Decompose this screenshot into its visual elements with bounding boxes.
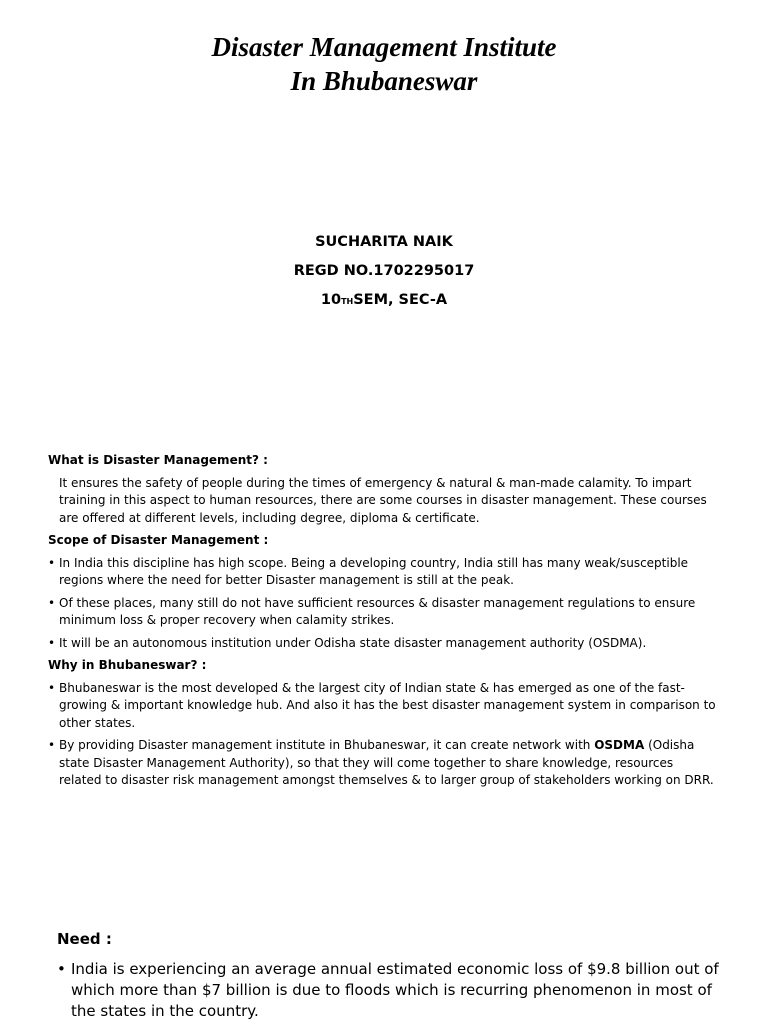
scope-item: • In India this discipline has high scope. Being a developing country, India still has many weak/susceptible regions where the need for better Disaster management is still at the peak. [48,555,718,590]
why-item [48,737,718,790]
semester-number: 10 [320,292,342,308]
scope-heading: Scope of Disaster Management : [48,533,269,547]
need-section [57,929,737,1027]
what-heading: What is Disaster Management? : [48,453,268,467]
title-line-1: Disaster Management Institute [211,32,557,62]
need-item: • India is experiencing an average annual estimated economic loss of $9.8 billion out of which more than $7 billion is due to floods which is recurring phenomenon in most of the states in the country. [57,959,737,1022]
why-heading: Why in Bhubaneswar? : [48,658,207,672]
scope-item: • Of these places, many still do not have sufficient resources & disaster management regulations to ensure minimum loss & proper recovery when calamity strikes. [48,595,718,630]
why-item-text: By providing Disaster management institute in Bhubaneswar, it can create network with [59,738,595,752]
why-item-text: (Odisha state Disaster Management Authority), so that they will come together to share knowledge, resources related to disaster risk management amongst themselves & to larger group of stakeholders working on DRR. [59,738,714,787]
semester-section [0,286,768,316]
why-item: • Bhubaneswar is the most developed & the largest city of Indian state & has emerged as one of the fast-growing & important knowledge hub. And also it has the best disaster management system in comparison to other states. [48,680,718,733]
osdma-bold: OSDMA [594,738,645,752]
scope-list [48,555,718,653]
document-body [48,452,718,795]
author-name: SUCHARITA NAIK [315,234,453,250]
what-paragraph: It ensures the safety of people during the times of emergency & natural & man-made calamity. To impart training in this aspect to human resources, there are some courses in disaster management. These courses are offered at different levels, including degree, diploma & certificate. [59,475,707,525]
semester-rest: SEM, SEC-A [353,292,448,308]
registration-number: REGD NO.1702295017 [293,263,475,279]
title-line-2: In Bhubaneswar [290,66,478,96]
why-list [48,680,718,790]
document-title [0,30,768,98]
semester-ordinal: TH [341,297,354,306]
author-block [0,228,768,316]
need-list [57,959,737,1022]
need-heading: Need : [57,930,112,948]
scope-item: • It will be an autonomous institution under Odisha state disaster management authority (OSDMA). [48,635,718,653]
